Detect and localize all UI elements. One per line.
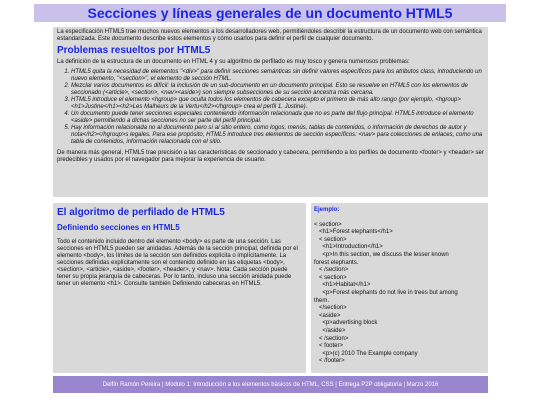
list-item: 2. Mezclar varios documentos es difícil: la inclusión de un sub-documento en un documento principal. Esto se resuelve en HTML5 con los elementos de seccionado (<article>, <section>, <nav><aside>) son siempre subsecciones de su sección ancestra más cercana. <box>71 83 484 97</box>
title-banner <box>34 4 506 22</box>
code-line: < /footer> <box>314 358 345 365</box>
example-code <box>314 222 485 366</box>
example-label: Ejemplo: <box>314 207 340 213</box>
list-item: 3. HTML5 introduce el elemento <hgroup> que oculta todos los elementos de cabecera excepto el primero de más alto rango (por ejemplo, <hgroup><h1>Justine</h1><h2>Les Malheurs de la Vertu</h2></hgroup> crea el perfil 1. Justine). <box>71 97 484 111</box>
code-line: them. <box>314 297 330 304</box>
intro-paragraph: La especificación HTML5 trae muchos nuevos elementos a los desarrolladores web, permitiéndoles describir la estructura de un documento web con semántica estandarizada. Este documento describe estos elementos y cómo usarlos para definir el perfil de cualquier documento. <box>57 29 482 42</box>
code-line: < section> <box>314 274 347 281</box>
page-title: Secciones y líneas generales de un documento HTML5 <box>87 5 453 21</box>
code-line: <p>(c) 2010 The Example company <box>314 350 418 357</box>
algorithm-subheading: Definiendo secciones en HTML5 <box>57 223 180 232</box>
code-line: <aside> <box>314 312 341 319</box>
intro-closing: De manera más general, HTML5 trae precisión a las características de seccionado y cabecera, permitiendo a los perfiles de documento <footer> y <header> ser predecibles y usados por el navegador para mejorar la experiencia de usuario. <box>57 150 484 163</box>
code-line: <p>advertising block <box>314 320 378 327</box>
algorithm-panel <box>53 203 306 373</box>
list-item: 1. HTML5 quita la necesidad de elementos "<div>" para definir secciones semánticas sin definir valores específicos para los atributos class, introduciendo un nuevo elemento, "<section>", el elemento de sección HTML. <box>71 69 484 83</box>
code-line: < footer> <box>314 343 344 350</box>
problems-lead: La definición de la estructura de un documento en HTML 4 y su algoritmo de perfilado es muy tosco y genera numerosos problemas: <box>57 59 410 65</box>
algorithm-heading: El algoritmo de perfilado de HTML5 <box>57 207 225 218</box>
problems-list <box>57 69 484 146</box>
problems-heading: Problemas resueltos por HTML5 <box>57 45 211 56</box>
page-footer <box>53 376 488 393</box>
code-line: </aside> <box>314 327 346 334</box>
footer-text: Delfín Ramón Pereira | Modulo 1: Introducción a los elementos básicos de HTML, CSS | Entrega P2P obligatoria | Marzo 2016 <box>102 381 439 388</box>
code-line: <p>In this section, we discuss the lesser known <box>314 251 449 258</box>
code-line: < section> <box>314 236 347 243</box>
code-line: < /section> <box>314 335 349 342</box>
code-line: <h1>Habitat</h1> <box>314 282 371 289</box>
list-item: 5. Hay información relacionada no al documento pero sí al sitio entero, como logos, menús, tablas de contenidos, o información de derechos de autor y nota</h2></hgroup>s legales. Para ese propósito, HTML5 introduce tres elementos de sección específicos: <nav> para colecciones de enlaces, como una tabla de contenidos, información relacionada con el sitio. <box>71 125 484 146</box>
code-line: < section> <box>314 221 342 228</box>
code-line: <h1>Forest elephants</h1> <box>314 229 393 236</box>
code-line: <p>Forest elephants do not live in trees but among <box>314 289 458 296</box>
code-line: < /section> <box>314 267 349 274</box>
algorithm-body: Todo el contenido incluido dentro del elemento <body> es parte de una sección. Las secciones en HTML5 pueden ser anidadas. Además de la sección principal, definida por el elemento <body>, los límites de la sección son definidos explícita o implícitamente. La secciones definidas explícitamente son el contenido definido en las etiquetas <body>, <section>, <article>, <aside>, <footer>, <header>, y <nav>. Nota: Cada sección puede tener su propia jerarquía de cabeceras. Por lo tanto, incluso una sección anidada puede tener un elemento <h1>. Consulte también Definiendo cabeceras en HTML5. <box>57 239 298 287</box>
code-line: <h1>Introduction</h1> <box>314 244 383 251</box>
code-line: </section> <box>314 305 347 312</box>
example-panel <box>311 203 488 373</box>
list-item: 4. Un documento puede tener secciones especiales conteniendo información relacionada que no es parte del flujo principal. HTML5 introduce el elemento <aside> permitiendo a dichas secciones no ser parte del perfil principal. <box>71 111 484 125</box>
intro-panel <box>53 27 488 197</box>
code-line: forest elephants. <box>314 259 359 266</box>
